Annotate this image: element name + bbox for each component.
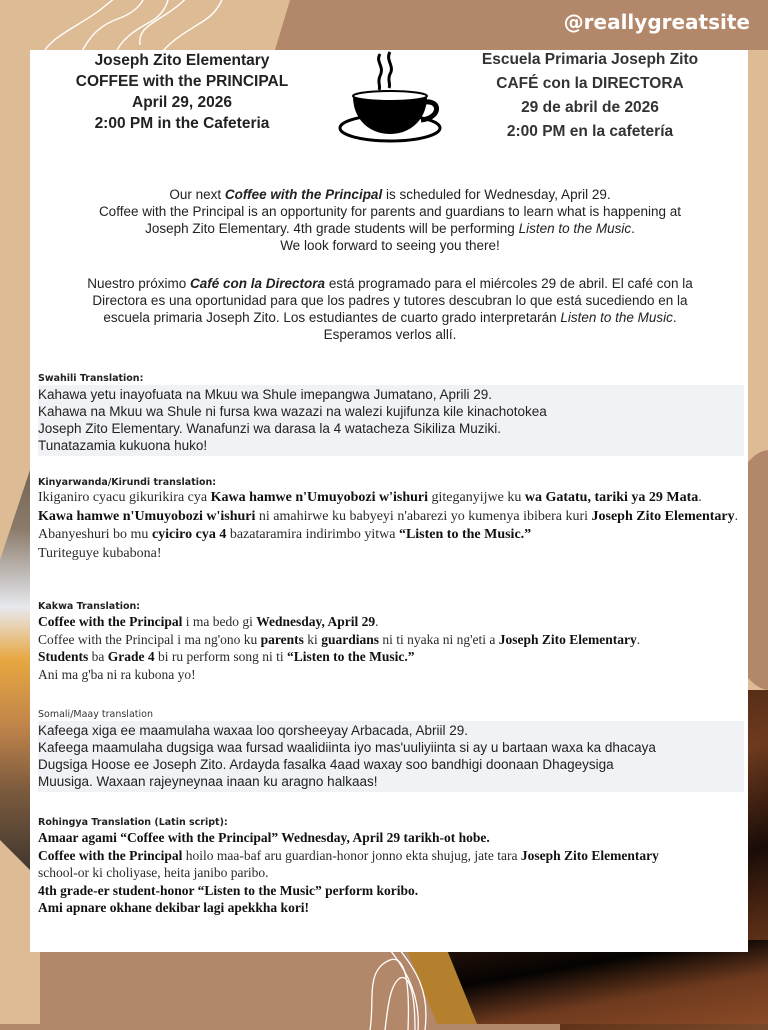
section-rohingya	[38, 816, 744, 917]
school-name-en: Joseph Zito Elementary	[94, 52, 270, 69]
section-body	[38, 721, 744, 792]
text-line: Kahawa na Mkuu wa Shule ni fursa kwa wazazi na walezi kujifunza kile kinachotokea	[38, 404, 547, 419]
section-body	[38, 829, 744, 917]
bold-text: wa Gatatu, tariki ya 29 Mata	[524, 490, 699, 505]
section-body	[38, 613, 744, 683]
text-line: Muusiga. Waxaan rajeyneynaa inaan ku aragno halkaas!	[38, 774, 378, 789]
song-title: Listen to the Music	[560, 310, 673, 325]
text: Esperamos verlos allí.	[323, 327, 457, 342]
text: .	[631, 221, 635, 236]
header-english	[42, 50, 322, 134]
event-time-en: 2:00 PM in the Cafeteria	[94, 115, 270, 132]
section-somali	[38, 708, 744, 792]
text: We look forward to seeing you there!	[280, 238, 500, 253]
bold-text: parents	[260, 631, 304, 647]
text: . Abanyeshuri bo mu	[38, 508, 739, 542]
event-time-es: 2:00 PM en la cafetería	[506, 123, 674, 140]
bold-text-line: Ami apnare okhane dekibar lagi apekkha kori!	[38, 900, 310, 915]
text: ba	[88, 649, 108, 664]
section-kakwa	[38, 600, 744, 683]
event-name-emphasis: Café con la Directora	[190, 276, 326, 291]
flyer-card	[30, 50, 748, 952]
bold-text-line: 4th grade-er student-honor “Listen to the Music” perform koribo.	[38, 882, 419, 898]
bold-text: Joseph Zito Elementary	[498, 631, 637, 647]
text-line: Kahawa yetu inayofuata na Mkuu wa Shule imepangwa Jumatano, Aprili 29.	[38, 387, 493, 402]
text-line: Ani ma g'ba ni ra kubona yo!	[38, 666, 196, 682]
text-line: Turiteguye kubabona!	[38, 545, 162, 561]
event-date-en: April 29, 2026	[132, 94, 232, 111]
text: Joseph Zito Elementary. 4th grade students will be performing	[145, 221, 519, 236]
section-label: Rohingya Translation (Latin script):	[38, 817, 228, 828]
section-kinyarwanda	[38, 476, 744, 563]
text: está programado para el miércoles 29 de abril. El café con la	[325, 276, 693, 291]
section-label: Somali/Maay translation	[38, 709, 153, 720]
text: ni amahirwe ku babyeyi n'abarezi yo kumenya ibibera kuri	[255, 508, 592, 524]
bold-text: “Listen to the Music.”	[287, 649, 415, 664]
bold-text-line: Amaar agami “Coffee with the Principal” Wednesday, April 29 tarikh-ot hobe.	[38, 830, 490, 845]
coffee-cup-photo	[440, 940, 768, 1024]
text: .	[698, 490, 702, 505]
bold-text: Coffee with the Principal	[38, 847, 183, 863]
header-spanish	[450, 48, 730, 144]
section-body	[38, 489, 744, 563]
bold-text: Students	[38, 649, 89, 664]
text: Coffee with the Principal i ma ng'ono ku	[38, 631, 261, 647]
intro-spanish	[40, 275, 740, 343]
text: ni ti nyaka ni ng'eti a	[378, 631, 499, 647]
bold-text: Joseph Zito Elementary	[520, 847, 659, 863]
section-swahili	[38, 372, 744, 456]
text: giteganyijwe ku	[428, 490, 525, 505]
bold-text: Kawa hamwe n'Umuyobozi w'ishuri	[210, 490, 429, 505]
event-date-es: 29 de abril de 2026	[521, 99, 659, 116]
text: Ikiganiro cyacu gikurikira cya	[38, 490, 211, 505]
text-line: Kafeega maamulaha dugsiga waa fursad waalidiinta iyo mas'uuliyiinta si ay u bartaan waxa ka dhacaya	[38, 740, 656, 755]
bold-text: Grade 4	[107, 649, 155, 664]
text: escuela primaria Joseph Zito. Los estudiantes de cuarto grado interpretarán	[103, 310, 561, 325]
topographic-lines-bottom-icon	[360, 950, 460, 1030]
text-line: Kafeega xiga ee maamulaha waxaa loo qorsheeyay Arbacada, Abriil 29.	[38, 723, 469, 738]
text: Our next	[169, 187, 225, 202]
section-label: Kinyarwanda/Kirundi translation:	[38, 477, 217, 488]
event-title-en: COFFEE with the PRINCIPAL	[75, 73, 289, 90]
intro-english	[40, 186, 740, 254]
text-line: Joseph Zito Elementary. Wanafunzi wa darasa la 4 watacheza Sikiliza Muziki.	[38, 421, 501, 436]
bold-text: “Listen to the Music.”	[398, 527, 532, 542]
school-name-es: Escuela Primaria Joseph Zito	[481, 51, 699, 68]
bold-text: guardians	[321, 631, 379, 647]
text: bazataramira indirimbo yitwa	[226, 527, 399, 542]
section-body	[38, 385, 744, 456]
text-line: Dugsiga Hoose ee Joseph Zito. Ardayda fasalka 4aad waxay soo bandhigi doonaan Dhageysiga	[38, 757, 614, 772]
text: .	[375, 614, 379, 629]
bold-text: Wednesday, April 29	[256, 614, 376, 629]
bold-text: cyiciro cya 4	[151, 527, 227, 542]
event-title-es: CAFÉ con la DIRECTORA	[496, 75, 684, 92]
bold-text: Kawa hamwe n'Umuyobozi w'ishuri	[38, 508, 256, 524]
text: is scheduled for Wednesday, April 29.	[382, 187, 611, 202]
section-label: Swahili Translation:	[38, 373, 144, 384]
text: .	[636, 631, 641, 647]
song-title: Listen to the Music	[518, 221, 632, 236]
section-label: Kakwa Translation:	[38, 601, 141, 612]
text: Nuestro próximo	[87, 276, 191, 291]
text-line: school-or ki choliyase, heita janibo paribo.	[38, 865, 269, 880]
text: Coffee with the Principal is an opportunity for parents and guardians to learn what is happening at	[98, 204, 682, 219]
event-name-emphasis: Coffee with the Principal	[224, 187, 383, 202]
text: bi ru perform song ni ti	[154, 649, 288, 664]
text: Directora es una oportunidad para que los padres y tutores descubran lo que está sucediendo en la	[92, 293, 688, 308]
text-line: Tunatazamia kukuona huko!	[38, 438, 208, 453]
social-handle	[564, 10, 750, 34]
text: ki	[303, 631, 322, 647]
text: .	[672, 310, 677, 325]
coffee-cup-icon	[335, 50, 445, 146]
bold-text: Joseph Zito Elementary	[591, 508, 735, 524]
social-handle-text: @reallygreatsite	[563, 10, 750, 34]
text: i ma bedo gi	[182, 614, 257, 629]
text: hoilo maa-baf aru guardian-honor jonno ekta shujug, jate tara	[182, 847, 521, 863]
bold-text: Coffee with the Principal	[38, 614, 183, 629]
